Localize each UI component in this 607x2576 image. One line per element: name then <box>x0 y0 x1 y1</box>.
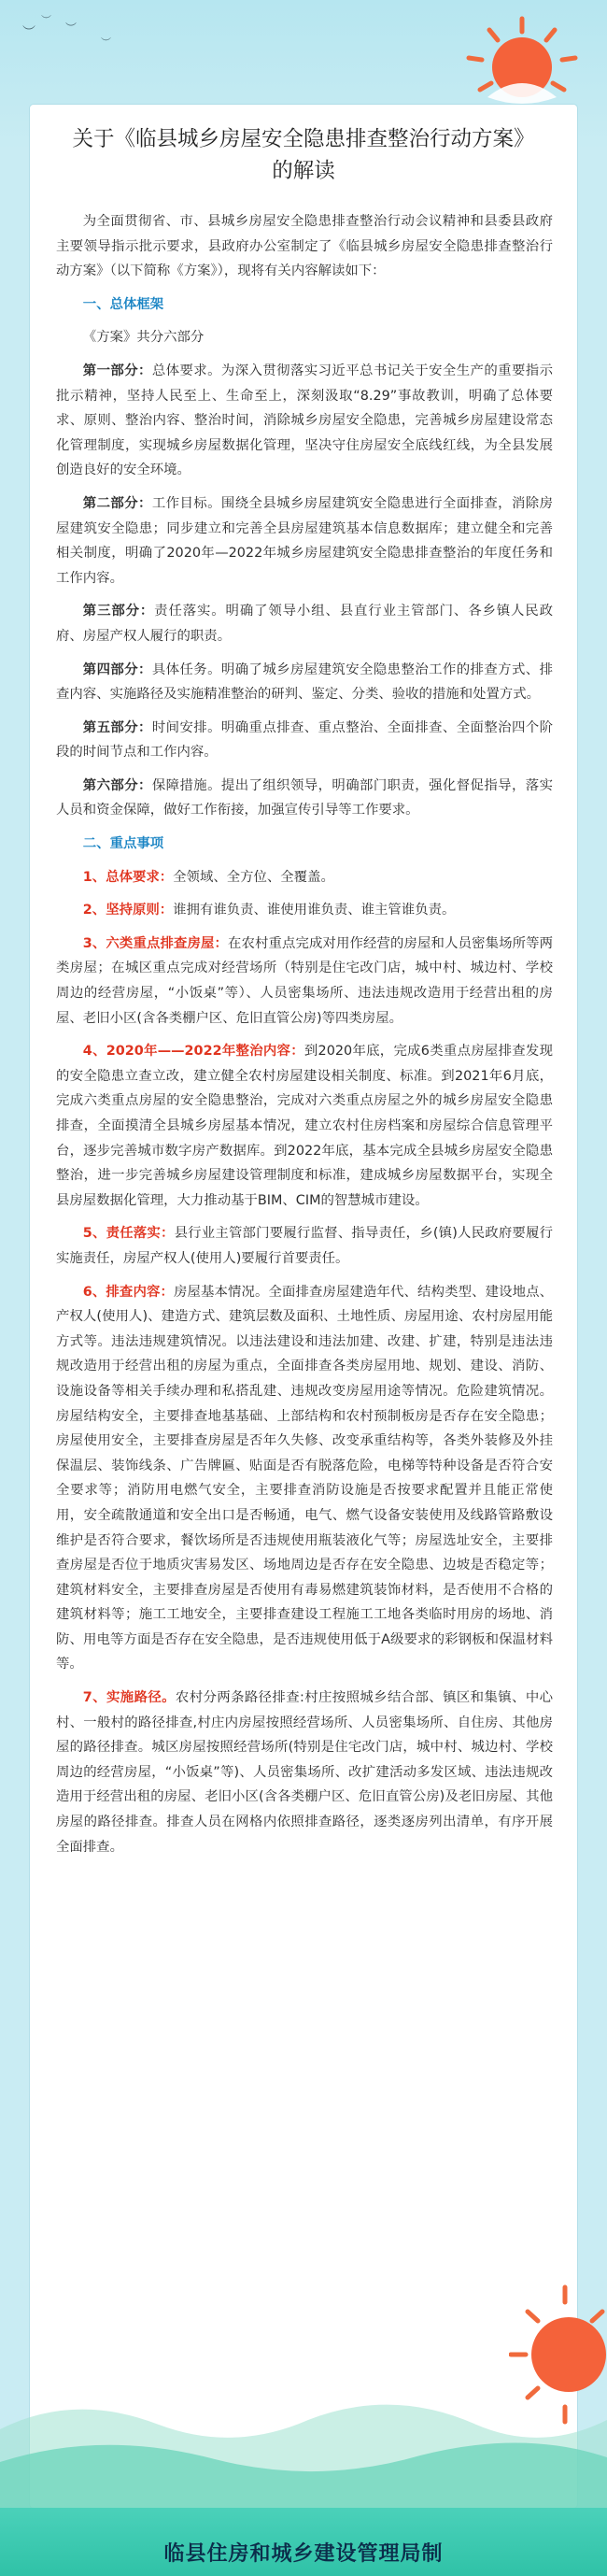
bird-icon: ︶ <box>101 36 111 49</box>
section-lead: 《方案》共分六部分 <box>82 330 205 346</box>
hills-decoration <box>0 2373 607 2513</box>
section-heading: 二、重点事项 <box>82 836 164 852</box>
section-heading: 一、总体框架 <box>82 296 164 312</box>
bird-icon: ︶ <box>41 14 51 26</box>
part-paragraph: 第三部分：责任落实。明确了领导小组、县直行业主管部门、各乡镇人民政府、房屋产权人履行的职责。 <box>56 604 553 644</box>
item-paragraph: 5、责任落实：县行业主管部门要履行监督、指导责任，乡(镇)人民政府要履行实施责任，房屋产权人(使用人)要履行首要责任。 <box>56 1226 554 1266</box>
part-paragraph: 第二部分：工作目标。围绕全县城乡房屋建筑安全隐患进行全面排查，消除房屋建筑安全隐患；同步建立和完善全县房屋建筑基本信息数据库；建立健全和完善相关制度，明确了2020年—2022年城乡房屋建筑安全隐患排查整治的年度任务和工作内容。 <box>56 495 553 586</box>
item-paragraph: 7、实施路径。农村分两条路径排查:村庄按照城乡结合部、镇区和集镇、中心村、一般村的路径排查,村庄内房屋按照经营场所、人员密集场所、自住房、其他房屋的路径排查。城区房屋按照经营场所(特别是住宅改门店，城中村、城边村、学校周边的经营房屋，“小饭桌”等)、人员密集场所、改扩建活动多发区域、违法违规改造用于经营出租的房屋、老旧小区(含各类棚户区、危旧直管公房)及老旧房屋、其他房屋的路径排查。排查人员在网格内依照排查路径，逐类逐房列出清单，有序开展全面排查。 <box>56 1690 553 1855</box>
item-paragraph: 4、2020年——2022年整治内容：到2020年底，完成6类重点房屋排查发现的安全隐患立查立改，建立健全农村房屋建设相关制度、标准。到2021年6月底，完成六类重点房屋的安全隐患整治，完成对六类重点房屋之外的城乡房屋安全隐患排查，全面摸清全县城乡房屋基本情况，建立农村住房档案和房屋综合信息管理平台，逐步完善城市数字房产数据库。到2022年底，基本完成全县城乡房屋安全隐患整治，进一步完善城乡房屋建设管理制度和标准，建成城乡房屋数据平台，实现全县房屋数据化管理，大力推动基于BIM、CIM的智慧城市建设。 <box>56 1044 553 1208</box>
bird-icon: ︶ <box>65 21 78 35</box>
document-body <box>56 209 553 1868</box>
part-paragraph: 第一部分：总体要求。为深入贯彻落实习近平总书记关于安全生产的重要指示批示精神，坚持人民至上、生命至上，深刻汲取“8.29”事故教训，明确了总体要求、原则、整治内容、整治时间，消除城乡房屋安全隐患，完善城乡房屋建设常态化管理制度，实现城乡房屋数据化管理，坚决守住房屋安全底线红线，为全县发展创造良好的安全环境。 <box>56 363 553 478</box>
item-paragraph: 2、坚持原则：谁拥有谁负责、谁使用谁负责、谁主管谁负责。 <box>82 903 456 918</box>
part-paragraph: 第五部分：时间安排。明确重点排查、重点整治、全面排查、全面整治四个阶段的时间节点和工作内容。 <box>56 719 553 761</box>
part-paragraph: 第四部分：具体任务。明确了城乡房屋建筑安全隐患整治工作的排查方式、排查内容、实施路径及实施精准整治的研判、鉴定、分类、验收的措施和处置方式。 <box>56 662 553 703</box>
page-title: 关于《临县城乡房屋安全隐患排查整治行动方案》的解读 <box>72 127 535 183</box>
item-paragraph: 6、排查内容：房屋基本情况。全面排查房屋建造年代、结构类型、建设地点、产权人(使用人)、建造方式、建筑层数及面积、土地性质、房屋用途、农村房屋用能方式等。违法违规建筑情况。以违法建设和违法加建、改建、扩建，特别是违法违规改造用于经营出租的房屋为重点，全面排查各类房屋用地、规划、建设、消防、设施设备等相关手续办理和私搭乱建、违规改变房屋用途等情况。危险建筑情况。房屋结构安全，主要排查地基基础、上部结构和农村预制板房是否存在安全隐患；房屋使用安全，主要排查房屋是否年久失修、改变承重结构等，各类外装修及外挂保温层、装饰线条、广告牌匾、贴面是否有脱落危险，电梯等特种设备是否符合安全要求等；消防用电燃气安全，主要排查消防设施是否按要求配置并且能正常使用，安全疏散通道和安全出口是否畅通，电气、燃气设备安装使用及线路管路敷设维护是否符合要求，餐饮场所是否违规使用瓶装液化气等；房屋选址安全，主要排查房屋是否位于地质灾害易发区、场地周边是否存在安全隐患、边坡是否稳定等；建筑材料安全，主要排查房屋是否使用有毒易燃建筑装饰材料，是否使用不合格的建筑材料等；施工工地安全，主要排查建设工程施工工地各类临时用房的场地、消防、用电等方面是否存在安全隐患，是否违规使用低于A级要求的彩钢板和保温材料等。 <box>56 1284 553 1672</box>
bird-icon: ︶ <box>22 25 35 40</box>
footer-issuer: 临县住房和城乡建设管理局制 <box>163 2542 444 2566</box>
intro-paragraph: 为全面贯彻省、市、县城乡房屋安全隐患排查整治行动会议精神和县委县政府主要领导指示批示要求，县政府办公室制定了《临县城乡房屋安全隐患排查整治行动方案》（以下简称《方案》），现将有关内容解读如下： <box>56 214 553 279</box>
item-paragraph: 3、六类重点排查房屋：在农村重点完成对用作经营的房屋和人员密集场所等两类房屋；在城区重点完成对经营场所（特别是住宅改门店，城中村、城边村、学校周边的经营房屋，“小饭桌”等）、人员密集场所、违法违规改造用于经营出租的房屋、老旧小区(含各类棚户区、危旧直管公房)等四类房屋。 <box>56 935 553 1026</box>
sun-icon <box>461 13 583 116</box>
part-paragraph: 第六部分：保障措施。提出了组织领导，明确部门职责，强化督促指导，落实人员和资金保障，做好工作衔接，加强宣传引导等工作要求。 <box>56 777 553 818</box>
item-paragraph: 1、总体要求：全领域、全方位、全覆盖。 <box>82 869 334 885</box>
